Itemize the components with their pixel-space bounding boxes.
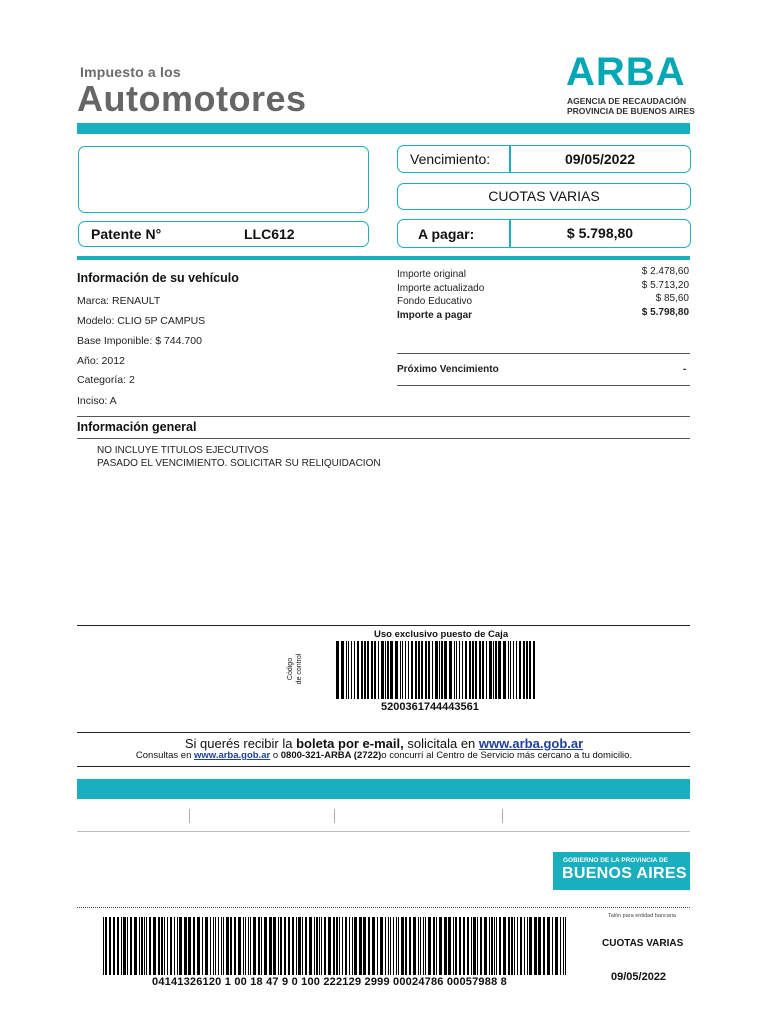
general-top-rule [77, 416, 690, 417]
arba-logo: ARBA [566, 50, 686, 94]
consultas-site-link[interactable]: www.arba.gob.ar [194, 750, 271, 761]
vehicle-marca: Marca: RENAULT [77, 295, 161, 307]
vencimiento-label: Vencimiento: [410, 151, 491, 167]
patente-label: Patente N° [91, 226, 162, 242]
talon-fecha: 09/05/2022 [611, 971, 667, 983]
summary-divider [77, 256, 690, 260]
email-bottom-rule [77, 766, 690, 767]
importe-label: Fondo Educativo [397, 296, 473, 307]
vencimiento-value: 09/05/2022 [564, 151, 636, 167]
importe-value: $ 2.478,60 [641, 266, 689, 277]
fields-bottom-rule [77, 831, 690, 832]
address-box [78, 146, 369, 213]
gobierno-logo-line1: GOBIERNO DE LA PROVINCIA DE [563, 857, 668, 864]
pagar-label: A pagar: [418, 226, 475, 242]
barcode-gap [566, 917, 568, 975]
barcode-gap [535, 641, 536, 699]
caja-barcode-number: 5200361744443561 [381, 701, 479, 713]
tax-subtitle: Impuesto a los [80, 64, 181, 80]
arba-logo-subtitle-line1: AGENCIA DE RECAUDACIÓN [567, 96, 687, 106]
cuotas-box [397, 183, 691, 210]
consultas-line [0, 750, 768, 761]
importe-value: $ 85,60 [655, 293, 689, 304]
arba-logo-subtitle-line2: PROVINCIA DE BUENOS AIRES [567, 106, 695, 116]
talon-label: Talón para entidad bancaria [608, 913, 676, 919]
importe-row [397, 280, 689, 294]
cut-line [77, 907, 690, 908]
vehicle-inciso: Inciso: A [77, 395, 117, 407]
general-line-2: PASADO EL VENCIMIENTO. SOLICITAR SU RELIQUIDACION [97, 458, 381, 469]
patente-value: LLC612 [244, 226, 295, 242]
importe-row-total [397, 307, 689, 321]
general-info-title: Información general [77, 420, 197, 434]
vencimiento-box [397, 145, 691, 173]
proximo-bottom-rule [397, 385, 690, 386]
patente-box [78, 221, 369, 247]
proximo-top-rule [397, 353, 690, 354]
importe-label: Importe original [397, 269, 466, 280]
footer-teal-band [77, 779, 690, 799]
email-pre: Si querés recibir la [184, 736, 297, 751]
field-separator [502, 809, 503, 823]
caja-title: Uso exclusivo puesto de Caja [374, 629, 509, 640]
vehicle-modelo: Modelo: CLIO 5P CAMPUS [77, 315, 206, 327]
importe-total-value: $ 5.798,80 [641, 306, 689, 318]
proximo-vencimiento-label: Próximo Vencimiento [397, 364, 499, 375]
field-separator [189, 809, 190, 823]
vehicle-base-imponible: Base Imponible: $ 744.700 [77, 335, 202, 347]
vehicle-info-title: Información de su vehículo [77, 271, 239, 285]
cuotas-label: CUOTAS VARIAS [488, 188, 600, 204]
email-invite [0, 736, 768, 751]
importe-label: Importe actualizado [397, 282, 485, 294]
arba-site-link[interactable]: www.arba.gob.ar [478, 736, 584, 751]
general-bottom-rule [77, 438, 690, 439]
vehicle-categoria: Categoría: 2 [77, 374, 135, 386]
talon-cuotas: CUOTAS VARIAS [602, 938, 684, 949]
control-code-label [286, 648, 322, 690]
proximo-vencimiento-value: - [683, 364, 687, 375]
importes-list [397, 266, 689, 320]
caja-top-rule [77, 625, 690, 626]
caja-barcode [336, 641, 536, 699]
vehicle-anio: Año: 2012 [77, 355, 125, 367]
gobierno-logo-line2: BUENOS AIRES [562, 865, 687, 882]
importe-total-label: Importe a pagar [397, 309, 473, 321]
control-code-label-line2: de control [296, 653, 303, 685]
header-divider [77, 123, 690, 134]
talon-barcode-number: 04141326120 1 00 18 47 9 0 100 222129 2999 00024786 00057988 8 [152, 976, 507, 988]
pagar-box [397, 219, 691, 248]
importe-row [397, 266, 689, 280]
importe-value: $ 5.713,20 [641, 279, 689, 291]
email-top-rule [77, 732, 690, 733]
gobierno-buenos-aires-logo [553, 852, 690, 890]
consultas-mid: o [270, 750, 281, 761]
pagar-value: $ 5.798,80 [566, 225, 634, 241]
email-bold: boleta por e-mail, [296, 736, 404, 751]
field-separator [334, 809, 335, 823]
email-post: solicitala en [403, 736, 479, 751]
consultas-phone: 0800-321-ARBA (2722) [280, 750, 382, 761]
talon-barcode [103, 917, 568, 975]
control-code-label-line1: Código [287, 657, 294, 681]
tax-title: Automotores [77, 78, 307, 119]
consultas-pre: Consultas en [135, 750, 194, 761]
consultas-post: o concurrí al Centro de Servicio más cercano a tu domicilio. [381, 750, 633, 761]
importe-row [397, 293, 689, 307]
general-line-1: NO INCLUYE TITULOS EJECUTIVOS [97, 445, 269, 456]
arba-logo-subtitle [567, 96, 695, 116]
